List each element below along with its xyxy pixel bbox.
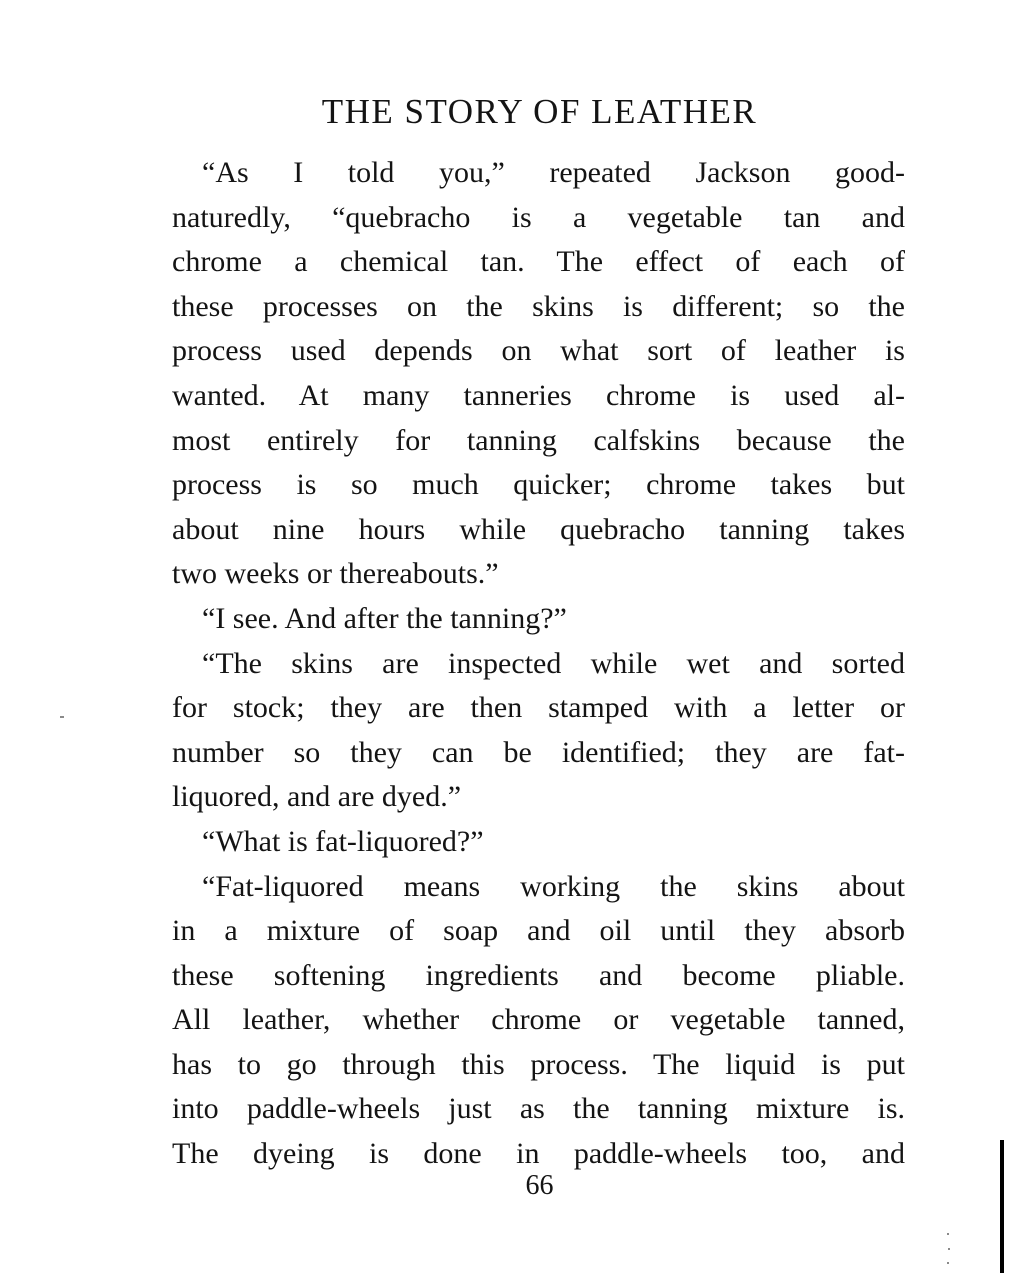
scan-edge-line (1000, 1140, 1004, 1273)
text-line: “As I told you,” repeated Jackson good- (202, 156, 905, 189)
text-line: number so they can be identified; they are fat- (172, 735, 905, 769)
text-line: has to go through this process. The liquid is put (172, 1047, 905, 1081)
text-line: chrome a chemical tan. The effect of each of (172, 245, 905, 279)
text-line: wanted. At many tanneries chrome is used al- (172, 378, 905, 412)
text-line: in a mixture of soap and oil until they absorb (172, 914, 905, 948)
text-line: “The skins are inspected while wet and sorted (202, 646, 905, 680)
scan-speck (60, 716, 64, 718)
text-line: two weeks or thereabouts.” (172, 557, 499, 591)
text-line: for stock; they are then stamped with a letter or (172, 691, 905, 725)
text-line: liquored, and are dyed.” (172, 780, 462, 814)
text-line: The dyeing is done in paddle-wheels too, and (172, 1137, 905, 1171)
running-head: THE STORY OF LEATHER (321, 92, 758, 131)
text-line: “Fat-liquored means working the skins about (202, 869, 905, 903)
text-line: into paddle-wheels just as the tanning mixture is. (172, 1092, 905, 1126)
scan-speck (948, 1248, 950, 1250)
page-number: 66 (525, 1170, 554, 1201)
text-line: these softening ingredients and become pliable. (172, 958, 905, 992)
scan-speck (947, 1262, 949, 1264)
text-line: naturedly, “quebracho is a vegetable tan and (172, 200, 905, 234)
text-line: process is so much quicker; chrome takes but (172, 468, 905, 502)
text-line: these processes on the skins is different; so the (172, 289, 905, 323)
text-line: All leather, whether chrome or vegetable tanned, (172, 1003, 905, 1037)
scan-speck (947, 1233, 949, 1235)
text-line: “I see. And after the tanning?” (202, 601, 567, 635)
text-line: “What is fat-liquored?” (202, 824, 484, 858)
text-line: process used depends on what sort of leather is (172, 334, 905, 368)
body-text (172, 151, 905, 1177)
text-line: about nine hours while quebracho tanning takes (172, 512, 905, 546)
text-line: most entirely for tanning calfskins because the (172, 423, 905, 457)
